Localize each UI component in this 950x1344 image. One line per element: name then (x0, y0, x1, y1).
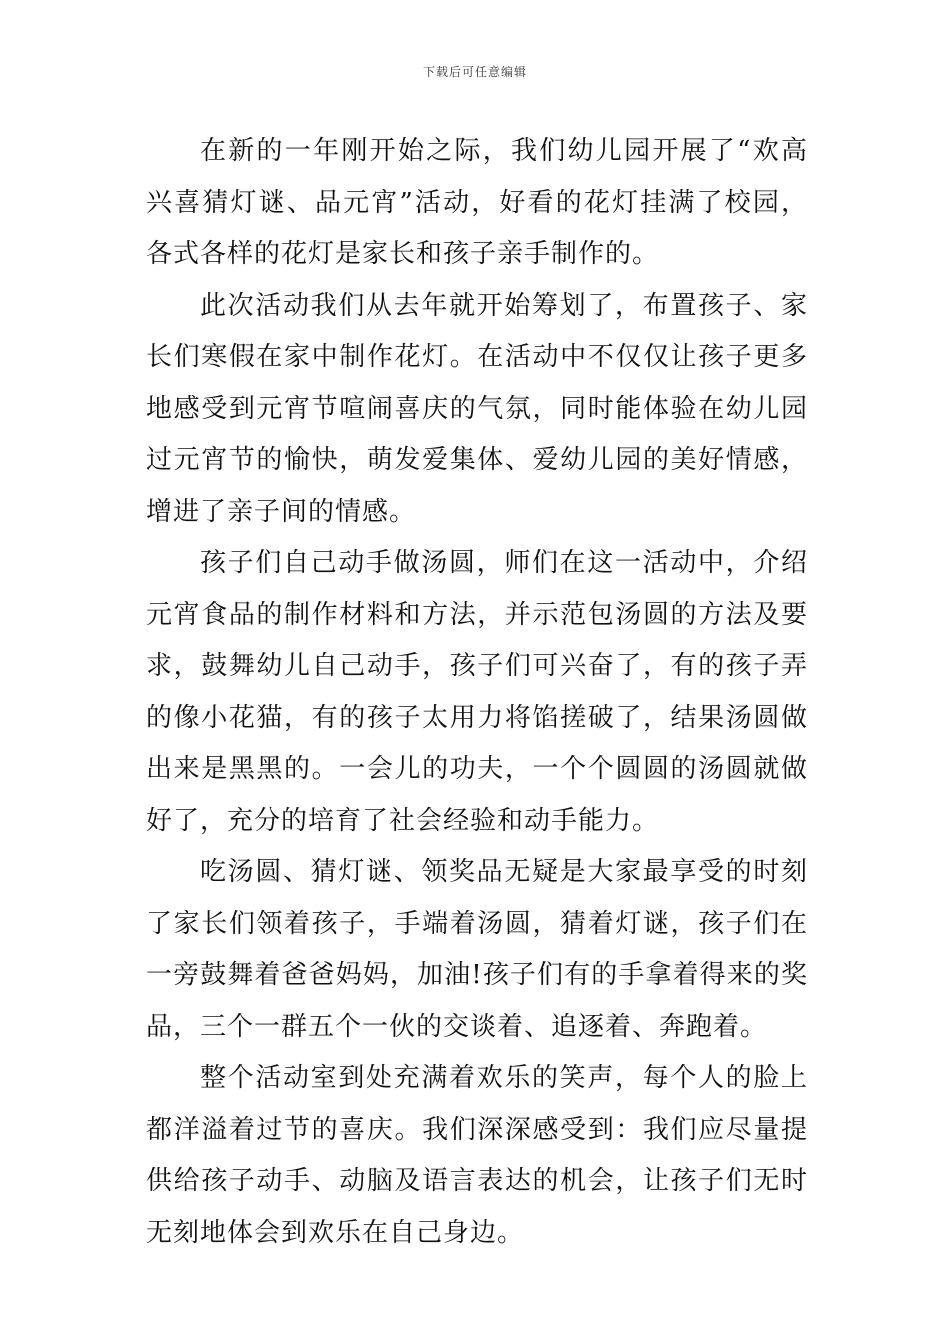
paragraph-3: 孩子们自己动手做汤圆，师们在这一活动中，介绍元宵食品的制作材料和方法，并示范包汤圆的方法及要求，鼓舞幼儿自己动手，孩子们可兴奋了，有的孩子弄的像小花猫，有的孩子太用力将馅搓破了，结果汤圆做出来是黑黑的。一会儿的功夫，一个个圆圆的汤圆就做好了，充分的培育了社会经验和动手能力。 (146, 548, 808, 836)
page-header: 下载后可任意编辑 (422, 65, 527, 79)
document-body (146, 126, 808, 1259)
paragraph-4: 吃汤圆、猜灯谜、领奖品无疑是大家最享受的时刻了家长们领着孩子，手端着汤圆，猜着灯谜，孩子们在一旁鼓舞着爸爸妈妈，加油!孩子们有的手拿着得来的奖品，三个一群五个一伙的交谈着、追逐着、奔跑着。 (146, 857, 808, 1042)
paragraph-1: 在新的一年刚开始之际，我们幼儿园开展了“欢高兴喜猜灯谜、品元宵”活动，好看的花灯挂满了校园，各式各样的花灯是家长和孩子亲手制作的。 (146, 136, 808, 269)
paragraph-5: 整个活动室到处充满着欢乐的笑声，每个人的脸上都洋溢着过节的喜庆。我们深深感受到：我们应尽量提供给孩子动手、动脑及语言表达的机会，让孩子们无时无刻地体会到欢乐在自己身边。 (146, 1063, 808, 1248)
paragraph-2: 此次活动我们从去年就开始筹划了，布置孩子、家长们寒假在家中制作花灯。在活动中不仅仅让孩子更多地感受到元宵节喧闹喜庆的气氛，同时能体验在幼儿园过元宵节的愉快，萌发爱集体、爱幼儿园的美好情感，增进了亲子间的情感。 (146, 290, 808, 527)
